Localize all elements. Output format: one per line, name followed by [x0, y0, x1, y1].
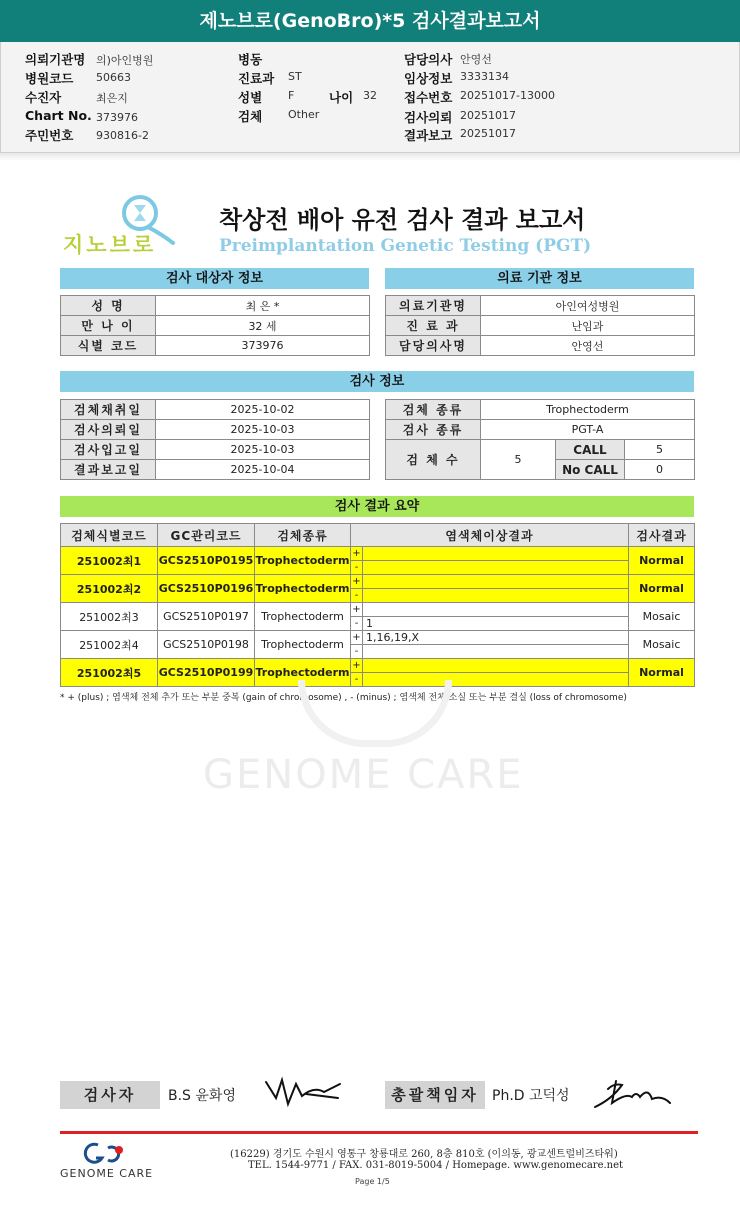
examiner-name: B.S 윤화영	[168, 1088, 236, 1104]
plus-sign: +	[351, 547, 363, 560]
row-specimen-type: Trophectoderm	[255, 659, 351, 687]
minus-sign: -	[351, 617, 363, 630]
subject-value-name: 최 은 *	[156, 296, 370, 316]
document-title: 착상전 배아 유전 검사 결과 보고서	[219, 206, 586, 234]
patient-header-panel	[0, 42, 740, 153]
minus-sign: -	[351, 645, 363, 658]
section-subject-info: 검사 대상자 정보	[60, 268, 369, 289]
subject-value-id-code: 373976	[156, 336, 370, 356]
specimen-info-table	[385, 399, 695, 480]
test-type-value: PGT-A	[481, 420, 695, 440]
field-value-sex: F	[288, 89, 295, 102]
field-label-doctor: 담당의사	[404, 52, 453, 67]
specimen-type-value: Trophectoderm	[481, 400, 695, 420]
institution-value-department: 난임과	[481, 316, 695, 336]
field-label-result-report: 결과보고	[404, 128, 453, 143]
col-header-gc-code: GC관리코드	[158, 524, 255, 547]
row-gc-code: GCS2510P0197	[158, 603, 255, 631]
subject-info-table	[60, 295, 370, 356]
genome-care-logo-icon	[82, 1142, 126, 1166]
nocall-value: 0	[625, 460, 695, 480]
institution-value-name: 아인여성병원	[481, 296, 695, 316]
field-value-age: 32	[363, 89, 377, 102]
field-value-clinical-info: 3333134	[460, 70, 509, 83]
plus-value	[363, 547, 628, 560]
minus-value	[363, 561, 628, 574]
specimen-count-label: 검 체 수	[386, 440, 481, 480]
minus-value: 1	[366, 617, 373, 630]
field-value-specimen: Other	[288, 108, 320, 121]
row-specimen-id: 251002최3	[61, 603, 158, 631]
row-chromosome-result	[351, 575, 629, 603]
plus-sign: +	[351, 575, 363, 588]
field-value-institution: 의)아인병원	[96, 54, 154, 67]
date-value-received: 2025-10-03	[156, 440, 370, 460]
col-header-specimen-id: 검체식별코드	[61, 524, 158, 547]
minus-sign: -	[351, 589, 363, 602]
date-label-reported: 결과보고일	[61, 460, 156, 480]
director-name: Ph.D 고덕성	[492, 1088, 570, 1104]
institution-label-name: 의료기관명	[386, 296, 481, 316]
footer-contact: TEL. 1544-9771 / FAX. 031-8019-5004 / Homepage. www.genomecare.net	[248, 1160, 624, 1171]
row-chromosome-result	[351, 603, 629, 631]
row-specimen-type: Trophectoderm	[255, 631, 351, 659]
institution-info-table	[385, 295, 695, 356]
date-value-request: 2025-10-03	[156, 420, 370, 440]
field-value-hospital-code: 50663	[96, 71, 131, 84]
row-specimen-id: 251002최4	[61, 631, 158, 659]
footer-company-name: GENOME CARE	[60, 1167, 154, 1180]
field-label-department: 진료과	[238, 71, 275, 86]
field-label-hospital-code: 병원코드	[25, 71, 74, 86]
date-label-received: 검사입고일	[61, 440, 156, 460]
col-header-chromosome-result: 염색체이상결과	[351, 524, 629, 547]
minus-sign: -	[351, 561, 363, 574]
result-footnote: * + (plus) ; 염색체 전체 추가 또는 부분 중복 (gain of chromosome) , - (minus) ; 염색체 전체 소실 또는 부분 결실 (loss of chromosome)	[60, 693, 627, 703]
institution-label-doctor: 담당의사명	[386, 336, 481, 356]
row-specimen-type: Trophectoderm	[255, 575, 351, 603]
field-value-result-report: 20251017	[460, 127, 516, 140]
field-value-chart-no: 373976	[96, 111, 138, 124]
document-subtitle: Preimplantation Genetic Testing (PGT)	[219, 236, 592, 256]
col-header-specimen-type: 검체종류	[255, 524, 351, 547]
plus-value	[363, 659, 628, 672]
row-test-result: Mosaic	[629, 631, 695, 659]
row-gc-code: GCS2510P0195	[158, 547, 255, 575]
field-label-age: 나이	[329, 90, 354, 105]
section-institution-info: 의료 기관 정보	[385, 268, 694, 289]
date-label-request: 검사의뢰일	[61, 420, 156, 440]
director-signature-icon	[592, 1075, 672, 1111]
section-result-summary: 검사 결과 요약	[60, 496, 694, 517]
row-specimen-type: Trophectoderm	[255, 547, 351, 575]
field-label-ward: 병동	[238, 52, 263, 67]
row-gc-code: GCS2510P0198	[158, 631, 255, 659]
field-value-test-request: 20251017	[460, 109, 516, 122]
nocall-label: No CALL	[556, 460, 625, 480]
field-label-chart-no: Chart No.	[25, 108, 92, 123]
row-chromosome-result	[351, 631, 629, 659]
row-chromosome-result	[351, 547, 629, 575]
page-number: Page 1/5	[355, 1177, 390, 1186]
test-type-label: 검사 종류	[386, 420, 481, 440]
subject-label-name: 성 명	[61, 296, 156, 316]
result-summary-table	[60, 523, 695, 687]
date-value-collection: 2025-10-02	[156, 400, 370, 420]
table-row	[61, 631, 695, 659]
director-label: 총괄책임자	[385, 1081, 485, 1109]
institution-value-doctor: 안영선	[481, 336, 695, 356]
field-label-clinical-info: 임상정보	[404, 71, 453, 86]
specimen-count-value: 5	[481, 440, 556, 480]
row-specimen-type: Trophectoderm	[255, 603, 351, 631]
plus-sign: +	[351, 659, 363, 672]
call-value: 5	[625, 440, 695, 460]
plus-sign: +	[351, 603, 363, 616]
row-test-result: Mosaic	[629, 603, 695, 631]
subject-value-age: 32 세	[156, 316, 370, 336]
minus-value	[363, 589, 628, 602]
examiner-label: 검사자	[60, 1081, 160, 1109]
field-label-patient: 수진자	[25, 90, 62, 105]
row-specimen-id: 251002최5	[61, 659, 158, 687]
minus-sign: -	[351, 673, 363, 686]
call-label: CALL	[556, 440, 625, 460]
table-row	[61, 575, 695, 603]
date-value-reported: 2025-10-04	[156, 460, 370, 480]
logo-text: 지노브로	[63, 233, 157, 257]
table-row	[61, 547, 695, 575]
field-label-resident-no: 주민번호	[25, 128, 74, 143]
row-specimen-id: 251002최2	[61, 575, 158, 603]
test-dates-table	[60, 399, 370, 480]
specimen-type-label: 검체 종류	[386, 400, 481, 420]
report-title-bar: 제노브로(GenoBro)*5 검사결과보고서	[0, 0, 740, 42]
field-label-institution: 의뢰기관명	[25, 52, 86, 67]
field-value-patient: 최은지	[96, 92, 128, 105]
subject-label-age: 만 나 이	[61, 316, 156, 336]
subject-label-id-code: 식별 코드	[61, 336, 156, 356]
plus-value: 1,16,19,X	[366, 631, 420, 644]
date-label-collection: 검체채취일	[61, 400, 156, 420]
examiner-signature-icon	[262, 1076, 344, 1108]
table-row	[61, 603, 695, 631]
field-value-doctor: 안영선	[460, 53, 492, 66]
field-value-accession-no: 20251017-13000	[460, 89, 555, 102]
field-label-sex: 성별	[238, 90, 263, 105]
field-value-resident-no: 930816-2	[96, 129, 149, 142]
field-label-test-request: 검사의뢰	[404, 110, 453, 125]
section-test-info: 검사 정보	[60, 371, 694, 392]
footer-address: (16229) 경기도 수원시 영통구 창룡대로 260, 8층 810호 (이의동, 광교센트럴비즈타워)	[230, 1149, 618, 1160]
row-gc-code: GCS2510P0199	[158, 659, 255, 687]
row-gc-code: GCS2510P0196	[158, 575, 255, 603]
row-test-result: Normal	[629, 575, 695, 603]
header-shadow	[0, 153, 740, 161]
col-header-test-result: 검사결과	[629, 524, 695, 547]
plus-value	[363, 603, 628, 616]
institution-label-department: 진 료 과	[386, 316, 481, 336]
row-test-result: Normal	[629, 659, 695, 687]
row-specimen-id: 251002최1	[61, 547, 158, 575]
footer-divider	[60, 1131, 698, 1134]
plus-sign: +	[351, 631, 363, 644]
watermark-logo-icon	[298, 680, 452, 747]
watermark-text: GENOME CARE	[203, 752, 524, 798]
row-test-result: Normal	[629, 547, 695, 575]
plus-value	[363, 575, 628, 588]
field-value-department: ST	[288, 70, 302, 83]
field-label-specimen: 검체	[238, 109, 263, 124]
field-label-accession-no: 접수번호	[404, 90, 453, 105]
minus-value	[363, 645, 628, 658]
